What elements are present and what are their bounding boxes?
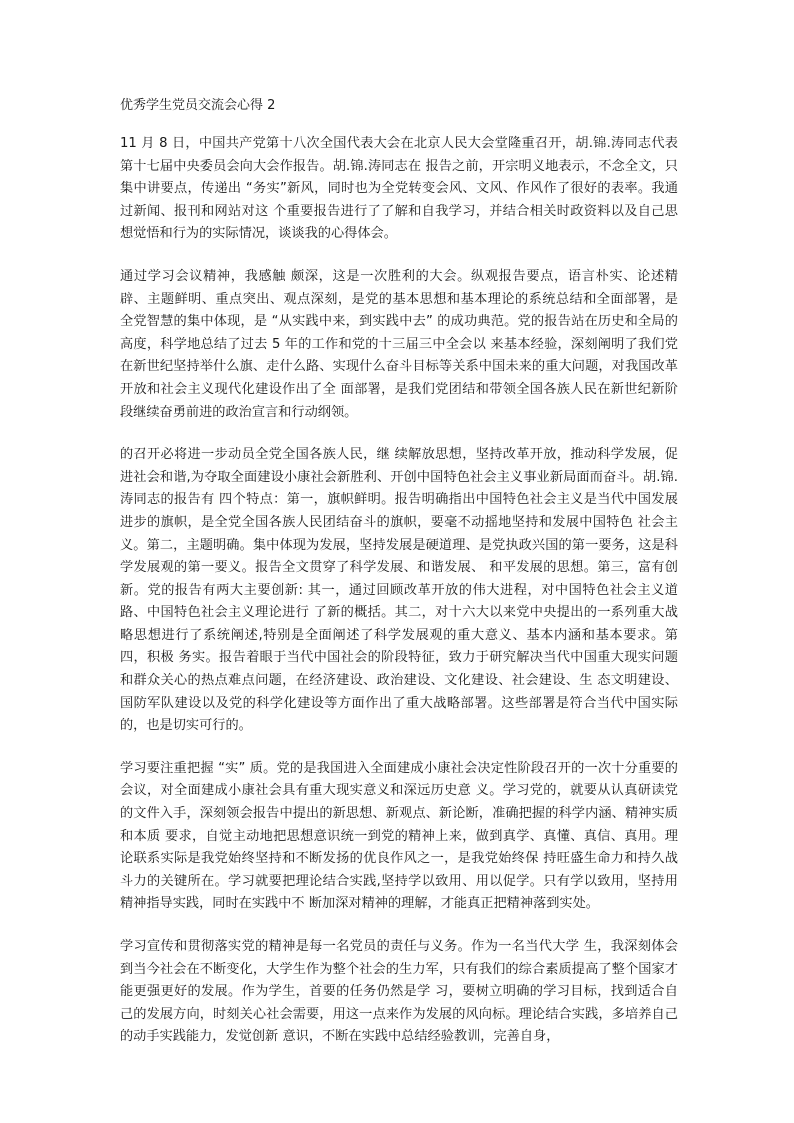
document-title: 优秀学生党员交流会心得 2 (120, 98, 276, 113)
paragraph: 通过学习会议精神，我感触 颇深，这是一次胜利的大会。纵观报告要点，语言朴实、论述精辟、主题鲜明、重点突出、观点深刻，是党的基本思想和基本理论的系统总结和全面部署，是 全党智慧的集中体现，是 “从实践中来，到实践中去” 的成功典范。党的报告站在历史和全局的高度，科学地总结了过去 5 年的工作和党的十三届三中全会以 来基本经验，深刻阐明了我们党在新世纪坚持举什么旗、走什么路、实现什么奋斗目标等关系中国未来的重大问题，对我国改革开放和社会主义现代化建设作出了全 面部署，是我们党团结和带领全国各族人民在新世纪新阶段继续奋勇前进的政治宣言和行动纲领。 (120, 268, 678, 420)
paragraph: 的召开必将进一步动员全党全国各族人民，继 续解放思想，坚持改革开放，推动科学发展，促进社会和谐,为夺取全面建设小康社会新胜利、开创中国特色社会主义事业新局面而奋斗。胡.锦.涛同志的报告有 四个特点：第一，旗帜鲜明。报告明确指出中国特色社会主义是当代中国发展进步的旗帜，是全党全国各族人民团结奋斗的旗帜，要毫不动摇地坚持和发展中国特色 社会主义。第二，主题明确。集中体现为发展，坚持发展是硬道理、是党执政兴国的第一要务，这是科学发展观的第一要义。报告全文贯穿了科学发展、和谐发展、 和平发展的思想。第三，富有创新。党的报告有两大主要创新: 其一，通过回顾改革开放的伟大进程，对中国特色社会主义道路、中国特色社会主义理论进行 了新的概括。其二，对十六大以来党中央提出的一系列重大战略思想进行了系统阐述,特别是全面阐述了科学发展观的重大意义、基本内涵和基本要求。第四，积极 务实。报告着眼于当代中国社会的阶段特征，致力于研究解决当代中国重大现实问题和群众关心的热点难点问题，在经济建设、政治建设、文化建设、社会建设、生 态文明建设、国防军队建设以及党的科学化建设等方面作出了重大战略部署。这些部署是符合当代中国实际的，也是切实可行的。 (120, 447, 678, 734)
paragraph: 学习要注重把握 “实” 质。党的是我国进入全面建成小康社会决定性阶段召开的一次十分重要的会议，对全面建成小康社会具有重大现实意义和深远历史意 义。学习党的，就要从认真研读党的文件入手，深刻领会报告中提出的新思想、新观点、新论断，准确把握的科学内涵、精神实质和本质 要求，自觉主动地把思想意识统一到党的精神上来，做到真学、真懂、真信、真用。理论联系实际是我党始终坚持和不断发扬的优良作风之一，是我党始终保 持旺盛生命力和持久战斗力的关键所在。学习就要把理论结合实践,坚持学以致用、用以促学。只有学以致用，坚持用精神指导实践，同时在实践中不 断加深对精神的理解，才能真正把精神落到实处。 (120, 760, 678, 912)
paragraph: 11 月 8 日，中国共产党第十八次全国代表大会在北京人民大会堂隆重召开，胡.锦.涛同志代表第十七届中央委员会向大会作报告。胡.锦.涛同志在 报告之前，开宗明义地表示，不念全文，只集中讲要点，传递出 “务实”新风，同时也为全党转变会风、文风、作风作了很好的表率。我通过新闻、报刊和网站对这 个重要报告进行了了解和自我学习，并结合相关时政资料以及自己思想觉悟和行为的实际情况，谈谈我的心得体会。 (120, 136, 678, 242)
paragraph: 学习宣传和贯彻落实党的精神是每一名党员的责任与义务。作为一名当代大学 生，我深刻体会到当今社会在不断变化，大学生作为整个社会的生力军，只有我们的综合素质提高了整个国家才能更强更好的发展。作为学生，首要的任务仍然是学 习，要树立明确的学习目标，找到适合自己的发展方向，时刻关心社会需要，用这一点来作为发展的风向标。理论结合实践，多培养自己的动手实践能力，发觉创新 意识，不断在实践中总结经验教训，完善自身， (120, 939, 678, 1045)
